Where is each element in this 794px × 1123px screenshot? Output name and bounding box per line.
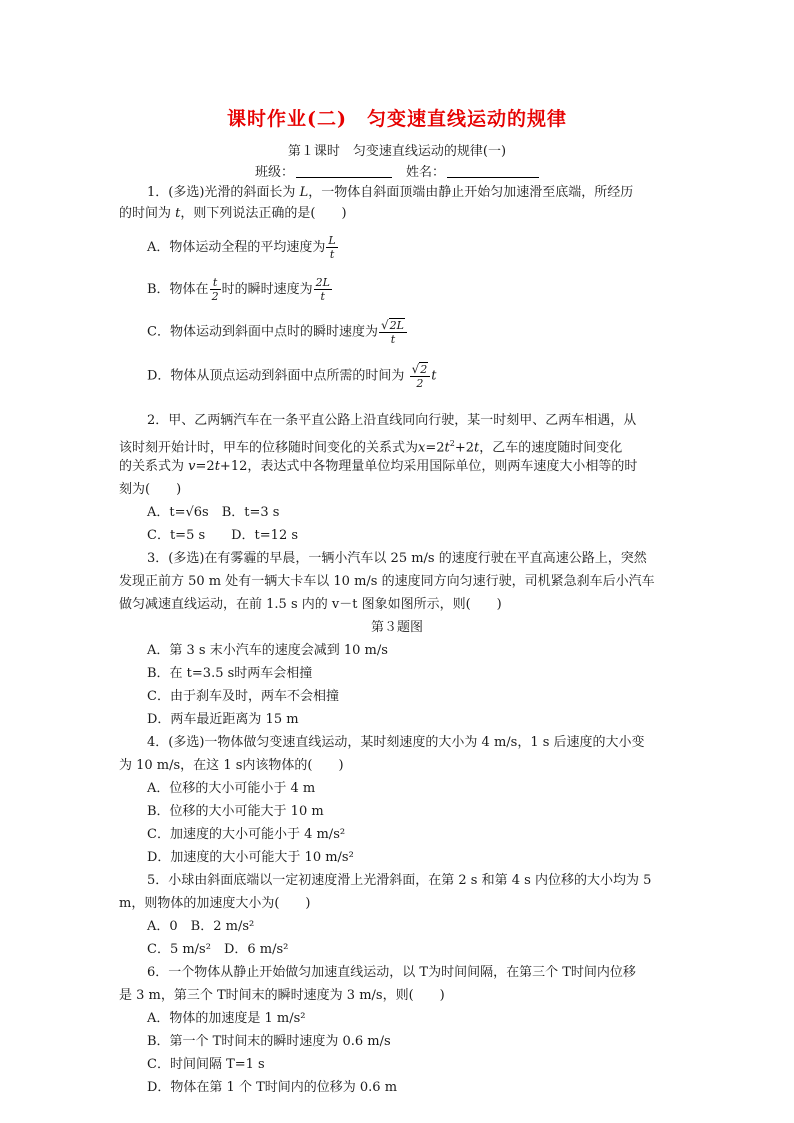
- q1-option-b: B．物体在 $\frac{t}{2}$ 时的瞬时速度为 $\frac{2L}{t}$: [147, 276, 330, 303]
- q1-option-a: A．物体运动全程的平均速度为 $\frac{L}{t}$: [147, 234, 336, 261]
- q4-option-a: A．位移的大小可能小于 4 m: [147, 781, 316, 796]
- q6-line1: 6．一个物体从静止开始做匀加速直线运动，以 T为时间间隔，在第三个 T时间内位移: [147, 965, 636, 980]
- q3-line1: 3．(多选)在有雾霾的早晨，一辆小汽车以 25 m/s 的速度行驶在平直高速公路上，突然: [147, 551, 647, 566]
- q3-option-c: C．由于刹车及时，两车不会相撞: [147, 689, 339, 704]
- q3-line2: 发现正前方 50 m 处有一辆大卡车以 10 m/s 的速度同方向匀速行驶，司机紧急刹车后小汽车: [119, 574, 655, 589]
- q4-line2: 为 10 m/s，在这 1 s内该物体的( ): [119, 758, 344, 773]
- q6-option-d: D．物体在第 1 个 T时间内的位移为 0.6 m: [147, 1080, 398, 1095]
- page-subtitle: 第１课时 匀变速直线运动的规律(一): [287, 144, 507, 159]
- q3-line3: 做匀减速直线运动，在前 1.5 s 内的 v－t 图象如图所示，则( ): [119, 597, 502, 612]
- q3-option-a: A．第 3 s 末小汽车的速度会减到 10 m/s: [147, 643, 388, 658]
- q2-line4: 刻为( ): [119, 482, 182, 497]
- q6-option-b: B．第一个 T时间末的瞬时速度为 0.6 m/s: [147, 1034, 391, 1049]
- name-label: 姓名：: [406, 165, 446, 180]
- q4-option-c: C．加速度的大小可能小于 4 m/s²: [147, 827, 346, 842]
- q3-figure-caption: 第３题图: [370, 620, 423, 635]
- q6-option-c: C．时间间隔 T=1 s: [147, 1057, 265, 1072]
- q1-option-d: D．物体从顶点运动到斜面中点所需的时间为 $\frac{√2}{2}$ t: [147, 362, 437, 390]
- q1-line1: 1．(多选)光滑的斜面长为 L，一物体自斜面顶端由静止开始匀加速滑至底端，所经历: [147, 185, 634, 200]
- q1-option-c: C．物体运动到斜面中点时的瞬时速度为 $\frac{√2L}{t}$: [147, 318, 408, 346]
- q2-line3: 的关系式为 v=2t+12，表达式中各物理量单位均采用国际单位，则两车速度大小相等的时: [119, 459, 638, 474]
- q6-option-a: A．物体的加速度是 1 m/s²: [147, 1011, 306, 1026]
- page-title: 课时作业(二) 匀变速直线运动的规律: [227, 108, 567, 130]
- q5-line1: 5．小球由斜面底端以一定初速度滑上光滑斜面，在第 2 s 和第 4 s 内位移的大小均为 5: [147, 873, 652, 888]
- q5-line2: m，则物体的加速度大小为( ): [119, 896, 311, 911]
- q2-line1: 2．甲、乙两辆汽车在一条平直公路上沿直线同向行驶，某一时刻甲、乙两车相遇，从: [147, 413, 637, 428]
- q5-options-ab: A．0 B．2 m/s²: [147, 919, 255, 934]
- name-blank: [447, 165, 539, 178]
- q3-option-b: B．在 t=3.5 s时两车会相撞: [147, 666, 313, 681]
- q4-option-d: D．加速度的大小可能大于 10 m/s²: [147, 850, 354, 865]
- q6-line2: 是 3 m，第三个 T时间末的瞬时速度为 3 m/s，则( ): [119, 988, 445, 1003]
- q5-options-cd: C．5 m/s² D．6 m/s²: [147, 942, 289, 957]
- q4-option-b: B．位移的大小可能大于 10 m: [147, 804, 324, 819]
- q2-options-cd: C．t=5 s D．t=12 s: [147, 528, 299, 543]
- q3-option-d: D．两车最近距离为 15 m: [147, 712, 299, 727]
- q2-options-ab: A．t=√6s B．t=3 s: [147, 505, 280, 520]
- q4-line1: 4．(多选)一物体做匀变速直线运动，某时刻速度的大小为 4 m/s，1 s 后速度的大小变: [147, 735, 645, 750]
- class-label: 班级：: [254, 165, 294, 180]
- q2-line2: 该时刻开始计时，甲车的位移随时间变化的关系式为$x=2t^2+2t$，乙车的速度随时间变化: [119, 439, 623, 456]
- class-name-line: [0, 161, 794, 180]
- q1-line2: 的时间为 t，则下列说法正确的是( ): [119, 206, 347, 221]
- class-blank: [296, 165, 392, 178]
